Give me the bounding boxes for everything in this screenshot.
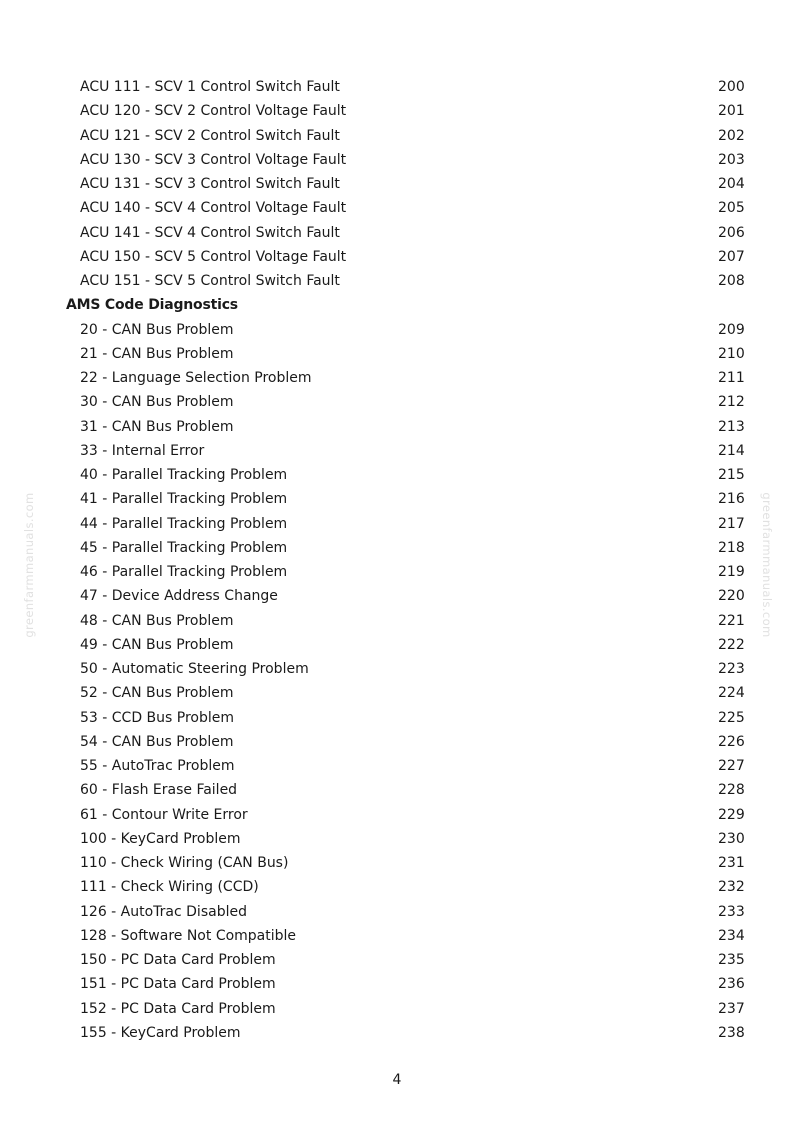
toc-entry[interactable] bbox=[0, 342, 794, 366]
toc-entry[interactable] bbox=[0, 439, 794, 463]
toc-entry[interactable] bbox=[0, 657, 794, 681]
toc-entry-page-number: 217 bbox=[718, 515, 745, 532]
toc-entry-label: 128 - Software Not Compatible bbox=[80, 927, 297, 944]
toc-entry-label: 53 - CCD Bus Problem bbox=[80, 709, 235, 726]
toc-entry[interactable] bbox=[0, 900, 794, 924]
toc-entry-page-number: 221 bbox=[718, 612, 745, 629]
toc-entry-label: ACU 141 - SCV 4 Control Switch Fault bbox=[80, 224, 340, 241]
toc-entry-label: ACU 111 - SCV 1 Control Switch Fault bbox=[80, 79, 340, 95]
toc-entry[interactable] bbox=[0, 803, 794, 827]
toc-entry-label: 126 - AutoTrac Disabled bbox=[80, 903, 247, 920]
toc-entry-label: 150 - PC Data Card Problem bbox=[80, 952, 276, 968]
toc-entry[interactable] bbox=[0, 536, 794, 560]
toc-entry[interactable] bbox=[0, 924, 794, 948]
toc-entry-label: ACU 131 - SCV 3 Control Switch Fault bbox=[80, 176, 340, 192]
toc-entry[interactable] bbox=[0, 609, 794, 633]
toc-entry-page-number: 204 bbox=[718, 176, 745, 192]
toc-entry-label: 110 - Check Wiring (CAN Bus) bbox=[80, 855, 289, 871]
table-of-contents bbox=[0, 75, 794, 1045]
watermark-right: greenfarmmanuals.com bbox=[760, 492, 774, 638]
toc-entry-label: 21 - CAN Bus Problem bbox=[80, 345, 234, 362]
toc-entry[interactable] bbox=[0, 99, 794, 123]
toc-entry[interactable] bbox=[0, 366, 794, 390]
toc-entry-label: 52 - CAN Bus Problem bbox=[80, 685, 234, 702]
toc-entry-label: 60 - Flash Erase Failed bbox=[80, 782, 238, 799]
toc-entry[interactable] bbox=[0, 972, 794, 996]
toc-entry-label: ACU 151 - SCV 5 Control Switch Fault bbox=[80, 273, 340, 289]
toc-entry-label: ACU 120 - SCV 2 Control Voltage Fault bbox=[80, 103, 347, 120]
toc-entry[interactable] bbox=[0, 75, 794, 99]
toc-entry-label: 20 - CAN Bus Problem bbox=[80, 321, 234, 338]
toc-entry-label: 45 - Parallel Tracking Problem bbox=[80, 539, 288, 556]
toc-entry-label: 44 - Parallel Tracking Problem bbox=[80, 515, 288, 532]
toc-entry-page-number: 235 bbox=[718, 952, 745, 968]
toc-entry-page-number: 229 bbox=[718, 806, 745, 823]
toc-entry-page-number: 231 bbox=[718, 855, 745, 871]
toc-entry-page-number: 212 bbox=[718, 394, 745, 411]
toc-entry[interactable] bbox=[0, 948, 794, 972]
toc-entry-label: 50 - Automatic Steering Problem bbox=[80, 661, 309, 677]
toc-entry-label: 111 - Check Wiring (CCD) bbox=[80, 879, 259, 896]
toc-entry-page-number: 237 bbox=[718, 1000, 745, 1017]
toc-entry[interactable] bbox=[0, 245, 794, 269]
toc-entry-page-number: 210 bbox=[718, 345, 745, 362]
toc-entry-label: ACU 130 - SCV 3 Control Voltage Fault bbox=[80, 151, 347, 168]
toc-entry-page-number: 211 bbox=[718, 370, 745, 386]
toc-entry-label: 47 - Device Address Change bbox=[80, 588, 278, 605]
toc-entry-page-number: 230 bbox=[718, 830, 745, 847]
toc-entry[interactable] bbox=[0, 560, 794, 584]
toc-entry-page-number: 225 bbox=[718, 709, 745, 726]
toc-entry[interactable] bbox=[0, 415, 794, 439]
toc-entry-page-number: 201 bbox=[718, 103, 745, 120]
toc-entry-label: ACU 140 - SCV 4 Control Voltage Fault bbox=[80, 200, 347, 217]
toc-entry-label: 33 - Internal Error bbox=[80, 442, 205, 459]
toc-entry[interactable] bbox=[0, 196, 794, 220]
toc-entry[interactable] bbox=[0, 390, 794, 414]
toc-entry[interactable] bbox=[0, 269, 794, 293]
toc-entry-page-number: 234 bbox=[718, 927, 745, 944]
toc-entry[interactable] bbox=[0, 754, 794, 778]
toc-entry[interactable] bbox=[0, 827, 794, 851]
toc-entry[interactable] bbox=[0, 851, 794, 875]
toc-entry-page-number: 220 bbox=[718, 588, 745, 605]
page-number: 4 bbox=[392, 1072, 402, 1088]
toc-entry[interactable] bbox=[0, 875, 794, 899]
toc-entry[interactable] bbox=[0, 730, 794, 754]
toc-entry-page-number: 219 bbox=[718, 564, 745, 580]
watermark-left: greenfarmmanuals.com bbox=[22, 492, 36, 638]
toc-section-heading[interactable] bbox=[0, 293, 794, 317]
toc-entry-page-number: 224 bbox=[718, 685, 745, 702]
toc-entry[interactable] bbox=[0, 148, 794, 172]
toc-entry-label: 46 - Parallel Tracking Problem bbox=[80, 564, 288, 580]
toc-entry-page-number: 202 bbox=[718, 127, 745, 144]
toc-entry-label: 40 - Parallel Tracking Problem bbox=[80, 467, 288, 483]
toc-entry[interactable] bbox=[0, 778, 794, 802]
toc-entry-page-number: 228 bbox=[718, 782, 745, 799]
toc-entry-page-number: 200 bbox=[718, 79, 745, 95]
toc-entry[interactable] bbox=[0, 1021, 794, 1045]
toc-entry-page-number: 209 bbox=[718, 321, 745, 338]
toc-entry[interactable] bbox=[0, 633, 794, 657]
toc-entry-page-number: 207 bbox=[718, 248, 745, 265]
toc-entry-page-number: 218 bbox=[718, 539, 745, 556]
toc-entry[interactable] bbox=[0, 681, 794, 705]
toc-entry-label: 61 - Contour Write Error bbox=[80, 806, 248, 823]
toc-entry-label: 54 - CAN Bus Problem bbox=[80, 733, 234, 750]
toc-entry-label: 49 - CAN Bus Problem bbox=[80, 636, 234, 653]
toc-entry-page-number: 206 bbox=[718, 224, 745, 241]
toc-entry[interactable] bbox=[0, 318, 794, 342]
toc-entry-page-number: 223 bbox=[718, 661, 745, 677]
toc-entry-page-number: 215 bbox=[718, 467, 745, 483]
toc-entry[interactable] bbox=[0, 512, 794, 536]
toc-entry-label: 31 - CAN Bus Problem bbox=[80, 418, 234, 435]
toc-entry-page-number: 227 bbox=[718, 758, 745, 774]
toc-entry[interactable] bbox=[0, 463, 794, 487]
toc-entry[interactable] bbox=[0, 997, 794, 1021]
toc-entry-page-number: 203 bbox=[718, 151, 745, 168]
toc-entry-page-number: 236 bbox=[718, 976, 745, 993]
toc-entry[interactable] bbox=[0, 706, 794, 730]
toc-entry-page-number: 216 bbox=[718, 491, 745, 508]
toc-entry-page-number: 205 bbox=[718, 200, 745, 217]
toc-entry-label: 30 - CAN Bus Problem bbox=[80, 394, 234, 411]
toc-entry-page-number: 238 bbox=[718, 1024, 745, 1041]
toc-entry-label: 55 - AutoTrac Problem bbox=[80, 758, 235, 774]
toc-entry-page-number: 213 bbox=[718, 418, 745, 435]
toc-entry-label: 155 - KeyCard Problem bbox=[80, 1024, 241, 1041]
toc-entry-page-number: 226 bbox=[718, 733, 745, 750]
toc-entry[interactable] bbox=[0, 487, 794, 511]
toc-entry[interactable] bbox=[0, 124, 794, 148]
toc-entry-label: 48 - CAN Bus Problem bbox=[80, 612, 234, 629]
toc-entry[interactable] bbox=[0, 584, 794, 608]
toc-entry-label: 100 - KeyCard Problem bbox=[80, 830, 241, 847]
toc-entry-page-number: 214 bbox=[718, 442, 745, 459]
toc-entry-label: ACU 150 - SCV 5 Control Voltage Fault bbox=[80, 248, 347, 265]
toc-entry-page-number: 222 bbox=[718, 636, 745, 653]
toc-entry-label: 152 - PC Data Card Problem bbox=[80, 1000, 276, 1017]
toc-entry-label: 41 - Parallel Tracking Problem bbox=[80, 491, 288, 508]
toc-entry-label: 151 - PC Data Card Problem bbox=[80, 976, 276, 993]
toc-entry-page-number: 233 bbox=[718, 903, 745, 920]
toc-entry[interactable] bbox=[0, 172, 794, 196]
toc-entry-page-number: 208 bbox=[718, 273, 745, 289]
toc-entry-page-number: 232 bbox=[718, 879, 745, 896]
toc-entry-label: ACU 121 - SCV 2 Control Switch Fault bbox=[80, 127, 340, 144]
toc-heading-label: AMS Code Diagnostics bbox=[66, 297, 238, 314]
toc-entry-label: 22 - Language Selection Problem bbox=[80, 370, 312, 386]
toc-entry[interactable] bbox=[0, 221, 794, 245]
